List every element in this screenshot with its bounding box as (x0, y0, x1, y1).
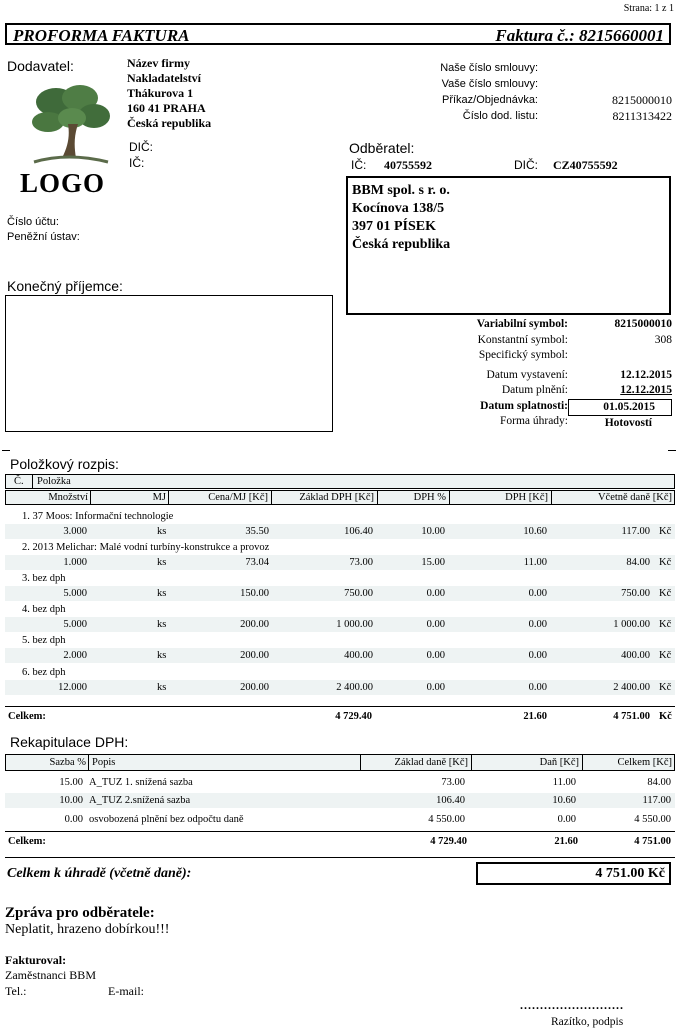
col-description: Popis (92, 757, 116, 768)
item-vat: 0.00 (528, 650, 547, 661)
item-currency: Kč (659, 650, 672, 661)
customer-dic: CZ40755592 (553, 158, 618, 172)
items-total-vat: 21.60 (523, 711, 547, 722)
contract-value: 8211313422 (612, 109, 672, 123)
item-values-row (5, 680, 675, 695)
item-name: 1. 37 Moos: Informační technologie (22, 511, 174, 522)
vat-description: osvobozená plnění bez odpočtu daně (89, 814, 244, 825)
customer-address-box (346, 176, 671, 315)
supplier-line: Česká republika (127, 116, 212, 130)
supplier-dic: DIČ: (129, 140, 153, 154)
item-qty: 12.000 (58, 682, 87, 693)
vat-total-tax: 21.60 (554, 836, 578, 847)
taxable-date-label: Datum plnění: (501, 384, 568, 396)
customer-dic-label: DIČ: (514, 158, 538, 172)
vat-rate: 10.00 (59, 795, 83, 806)
items-total-base: 4 729.40 (335, 711, 372, 722)
item-total: 2 400.00 (613, 682, 650, 693)
item-values-row (5, 586, 675, 601)
signature-label: Razítko, podpis (551, 1016, 624, 1028)
item-currency: Kč (659, 588, 672, 599)
item-base: 750.00 (344, 588, 373, 599)
items-total-label: Celkem: (8, 711, 46, 722)
item-qty: 5.000 (63, 588, 87, 599)
items-total-total: 4 751.00 (613, 711, 650, 722)
item-name: 6. bez dph (22, 667, 66, 678)
item-mj: ks (157, 588, 167, 599)
invoice-header (5, 23, 671, 45)
vat-base: 106.40 (436, 795, 465, 806)
message-text: Neplatit, hrazeno dobírkou!!! (5, 922, 170, 937)
due-date-box (568, 399, 672, 417)
item-vatp: 0.00 (426, 588, 445, 599)
customer-ic-label: IČ: (351, 158, 367, 172)
due-date: 01.05.2015 (603, 400, 655, 413)
contract-values (560, 60, 672, 124)
customer-line: Česká republika (352, 237, 451, 252)
customer-line: 397 01 PÍSEK (352, 219, 437, 234)
supplier-line: Název firmy (127, 56, 190, 70)
tree-icon (28, 80, 114, 164)
issue-date-label: Datum vystavení: (486, 368, 568, 381)
item-qty: 1.000 (63, 557, 87, 568)
item-total: 117.00 (621, 526, 650, 537)
item-currency: Kč (659, 682, 672, 693)
contract-value: 8215000010 (612, 93, 672, 107)
supplier-line: Nakladatelství (127, 71, 202, 85)
supplier-line: Thákurova 1 (127, 86, 194, 100)
item-base: 73.00 (349, 557, 373, 568)
col-rate: Sazba % (49, 757, 86, 768)
supplier-ic: IČ: (129, 156, 145, 170)
vat-row (5, 812, 675, 827)
items-header-row-2 (5, 490, 675, 505)
item-vatp: 0.00 (426, 682, 445, 693)
item-base: 106.40 (344, 526, 373, 537)
item-vat: 10.60 (523, 526, 547, 537)
item-qty: 2.000 (63, 650, 87, 661)
contract-label: Vaše číslo smlouvy: (441, 78, 538, 90)
col-vat-base: Základ DPH [Kč] (299, 492, 374, 503)
item-name-row (5, 633, 675, 648)
item-currency: Kč (659, 619, 672, 630)
document-title: PROFORMA FAKTURA (13, 26, 190, 45)
payment-labels (400, 317, 568, 430)
item-price: 150.00 (240, 588, 269, 599)
item-name-row (5, 540, 675, 555)
final-recipient-label: Konečný příjemce: (7, 278, 123, 294)
contract-label: Číslo dod. listu: (462, 110, 538, 122)
item-vat: 0.00 (528, 682, 547, 693)
items-table (5, 474, 675, 734)
contract-label: Příkaz/Objednávka: (442, 94, 538, 106)
item-values-row (5, 524, 675, 539)
item-name: 4. bez dph (22, 604, 66, 615)
logo-text: LOGO (20, 168, 106, 198)
customer-address (352, 182, 450, 254)
item-name-row (5, 665, 675, 680)
item-mj: ks (157, 682, 167, 693)
item-vatp: 15.00 (421, 557, 445, 568)
item-currency: Kč (659, 557, 672, 568)
issuer-tel: Tel.: (5, 984, 27, 998)
item-name: 3. bez dph (22, 573, 66, 584)
item-mj: ks (157, 619, 167, 630)
item-vatp: 0.00 (426, 619, 445, 630)
item-qty: 3.000 (63, 526, 87, 537)
to-pay-box (476, 862, 671, 885)
customer-line: BBM spol. s r. o. (352, 183, 450, 198)
vat-total: 117.00 (642, 795, 671, 806)
vat-base: 73.00 (441, 777, 465, 788)
item-total: 400.00 (621, 650, 650, 661)
col-tax-base: Základ daně [Kč] (394, 757, 468, 768)
col-total: Včetně daně [Kč] (597, 492, 672, 503)
item-vatp: 0.00 (426, 650, 445, 661)
contract-value (560, 60, 672, 76)
customer-label: Odběratel: (349, 140, 415, 156)
payment-method-label: Forma úhrady: (499, 415, 568, 427)
item-vat: 11.00 (523, 557, 547, 568)
page-number: Strana: 1 z 1 (623, 3, 674, 14)
col-vat-percent: DPH % (413, 492, 446, 503)
due-date-label: Datum splatnosti: (480, 399, 568, 412)
col-vat: DPH [Kč] (505, 492, 548, 503)
vat-rate: 0.00 (64, 814, 83, 825)
customer-line: Kocínova 138/5 (352, 201, 445, 216)
contract-label: Naše číslo smlouvy: (440, 62, 538, 74)
vat-title: Rekapitulace DPH: (10, 734, 129, 750)
supplier-label: Dodavatel: (7, 58, 74, 74)
issuer-email: E-mail: (108, 984, 144, 998)
item-mj: ks (157, 650, 167, 661)
final-recipient-box (5, 295, 333, 432)
item-qty: 5.000 (63, 619, 87, 630)
customer-ic: 40755592 (384, 158, 432, 172)
col-vat-total: Celkem [Kč] (617, 757, 672, 768)
vat-total-total: 4 751.00 (634, 836, 671, 847)
item-base: 400.00 (344, 650, 373, 661)
payment-method: Hotovostí (604, 417, 652, 429)
constant-symbol-label: Konstantní symbol: (477, 333, 568, 346)
item-name-row (5, 509, 675, 524)
fold-mark (2, 450, 10, 451)
item-values-row (5, 555, 675, 570)
items-total-row (5, 709, 675, 724)
item-total: 84.00 (626, 557, 650, 568)
item-vat: 0.00 (528, 619, 547, 630)
item-name-row (5, 571, 675, 586)
vat-total-row (5, 834, 675, 849)
issue-date: 12.12.2015 (620, 368, 672, 381)
col-quantity: Množství (48, 492, 88, 503)
item-vat: 0.00 (528, 588, 547, 599)
item-base: 1 000.00 (336, 619, 373, 630)
col-unit-price: Cena/MJ [Kč] (208, 492, 268, 503)
vat-header-row (5, 754, 675, 771)
vat-tax: 10.60 (552, 795, 576, 806)
message-title: Zpráva pro odběratele: (5, 905, 155, 921)
vat-rate: 15.00 (59, 777, 83, 788)
specific-symbol-label: Specifický symbol: (478, 349, 568, 361)
issuer-label: Fakturoval: (5, 953, 67, 967)
item-base: 2 400.00 (336, 682, 373, 693)
account-label: Číslo účtu: (7, 216, 59, 228)
vat-base: 4 550.00 (428, 814, 465, 825)
fold-mark (668, 450, 676, 451)
item-currency: Kč (659, 526, 672, 537)
contract-labels (360, 60, 538, 124)
invoice-number: Faktura č.: 8215660001 (495, 26, 664, 45)
vat-total: 84.00 (647, 777, 671, 788)
to-pay-value: 4 751.00 Kč (595, 866, 665, 881)
item-total: 750.00 (621, 588, 650, 599)
item-values-row (5, 617, 675, 632)
bank-label: Peněžní ústav: (7, 231, 80, 243)
col-tax: Daň [Kč] (539, 757, 579, 768)
to-pay-label: Celkem k úhradě (včetně daně): (7, 866, 192, 881)
vat-description: A_TUZ 1. snížená sazba (89, 777, 193, 788)
item-mj: ks (157, 526, 167, 537)
vat-total-base: 4 729.40 (430, 836, 467, 847)
vat-tax: 11.00 (552, 777, 576, 788)
vat-table (5, 754, 675, 854)
signature-line: .......................... (520, 998, 624, 1012)
variable-symbol: 8215000010 (614, 318, 672, 330)
vat-row (5, 793, 675, 808)
constant-symbol: 308 (654, 333, 672, 346)
variable-symbol-label: Variabilní symbol: (476, 318, 568, 330)
item-values-row (5, 648, 675, 663)
items-header-row-1 (5, 474, 675, 489)
item-vatp: 10.00 (421, 526, 445, 537)
item-price: 35.50 (245, 526, 269, 537)
col-unit: MJ (152, 492, 166, 503)
vat-tax: 0.00 (557, 814, 576, 825)
items-title: Položkový rozpis: (10, 456, 119, 472)
supplier-address (127, 56, 213, 131)
contract-value (560, 76, 672, 92)
item-mj: ks (157, 557, 167, 568)
col-number: Č. (14, 476, 24, 487)
issuer-name: Zaměstnanci BBM (5, 968, 96, 982)
vat-row (5, 775, 675, 790)
item-name: 2. 2013 Melichar: Malé vodní turbíny-konstrukce a provoz (22, 542, 270, 553)
supplier-line: 160 41 PRAHA (127, 101, 206, 115)
vat-total-label: Celkem: (8, 836, 46, 847)
item-total: 1 000.00 (613, 619, 650, 630)
vat-description: A_TUZ 2.snížená sazba (89, 795, 191, 806)
taxable-date: 12.12.2015 (620, 384, 672, 396)
item-price: 200.00 (240, 650, 269, 661)
items-total-currency: Kč (659, 711, 672, 722)
vat-total: 4 550.00 (634, 814, 671, 825)
specific-symbol (570, 348, 672, 364)
item-name-row (5, 602, 675, 617)
item-price: 73.04 (245, 557, 269, 568)
item-name: 5. bez dph (22, 635, 66, 646)
item-price: 200.00 (240, 619, 269, 630)
payment-values (570, 317, 672, 432)
col-item: Položka (37, 476, 71, 487)
item-price: 200.00 (240, 682, 269, 693)
